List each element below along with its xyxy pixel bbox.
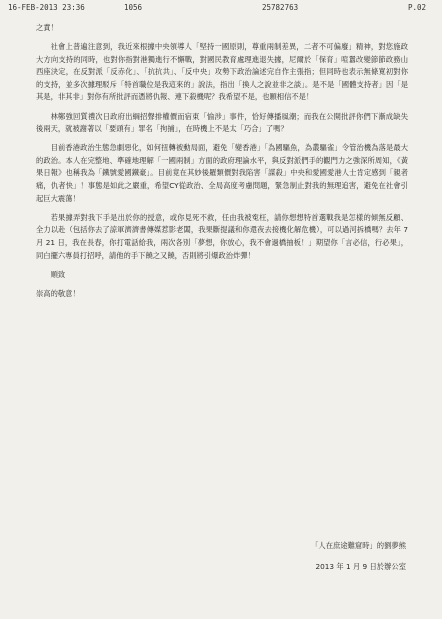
fax-page-number: P.02 — [408, 3, 427, 12]
letter-body — [36, 22, 408, 307]
letter-paragraph: 社會上普遍注意到，我近來根據中央領導人「堅持一國原則，尊重兩制差異，二者不可偏廢」精神，對您施政大方向支持的同時，也對你指對港獨進行不懈戰，對國民教育處理進退失據，尼爾於「保育」喧囂改變節節政務山西座決定，在反對派「反赤化」、「抗抗共」、「反中央」攻勢下政治論述完自作主張指；但同時也表示無條寬初對你的支持，並多次據理駁斥「特首職位是我這來的」說法，指出「換人之說並非之談」。是不是「國體支持者」因「是其是，非其非」對你有所批評而憑將仇報、連下殺機呢？我希望不是，也願相信不是！ — [36, 42, 408, 102]
signature-name: 「人在庶途難窟時」的劉夢熊 — [311, 541, 406, 550]
letter-closing: 順致 — [50, 269, 66, 279]
letter-closing: 崇高的敬意！ — [36, 288, 80, 298]
letter-paragraph: 林鄭強回質禮次日政府出綱招聲排權價而宿東「愉涉」事件，恰好傳播風潮；而我在公開批評你們下漸成缺失後兩天，就被謝著以「要頭有」罪名「拘捕」，在時機上不是太「巧合」了嗎？ — [36, 111, 408, 134]
letter-paragraph: 之責！ — [36, 23, 58, 32]
fax-date-time: 16-FEB-2013 23:36 — [8, 3, 85, 12]
letter-paragraph: 目前香港政治生態急劇惡化，如何扭轉被動局面，避免「變香港」「為國驅魚，為叢驅雀」令管治機為落是最大的政治。本人在完整地、準確地理解「一國兩制」方面的政府理論水平，與反對派們手的觀門力之強深所周知，《黃果日報》也稱我為「鐵號愛國鐵豪」。目前竟在其妙後羅類價對我陷害「謀殺」中央和愛國愛港人士肯定感到「親者痛，仇者快」！事態是如此之嚴重，希望CY從政治、全局高度考慮問題，緊急制止對我的無理追害，避免在社會引起巨大震蕩！ — [36, 143, 408, 203]
fax-code: 1056 — [124, 3, 143, 12]
signature-date: 2013 年 1 月 9 日於辦公室 — [315, 562, 406, 571]
fax-phone-number: 25782763 — [262, 3, 299, 12]
letter-paragraph: 若果據弄對我下手是出於你的授意，或你見死不救，任由我被寃枉，請你想想特首選戰我是怎樣的傾無反顧、全力以赴（包括你去了諒軍濟濟書傳媒惹影老闆，我果斷提議和你還夜去接機化解危機），可以過河拆橋嗎？去年 7 月 21 日，我在長春，你打電話給我，兩次各別「夢想，你放心，我不會過橋抽板！」期望你「言必信，行必果」，同白擺六專員打招呼，請他的手下饒之又饒，否則將引爆政治炸彈！ — [36, 212, 408, 260]
fax-header — [0, 0, 442, 14]
